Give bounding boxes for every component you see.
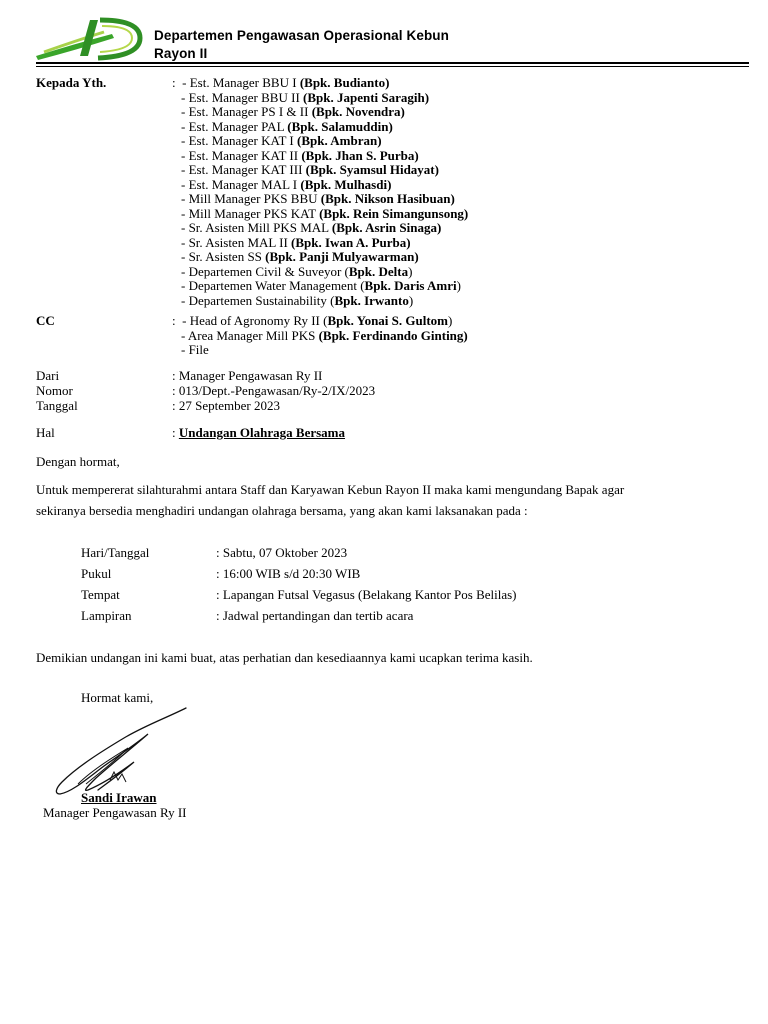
detail-label-hari: Hari/Tanggal [81, 545, 150, 560]
cc-colon: : [172, 313, 176, 328]
signatory-name: Sandi Irawan [81, 790, 157, 805]
header-rule-thick [36, 62, 749, 64]
recipient-item: - Sr. Asisten SS (Bpk. Panji Mulyawarman) [181, 249, 419, 264]
detail-value-lampiran: : Jadwal pertandingan dan tertib acara [216, 608, 414, 623]
kepada-label: Kepada Yth. [36, 75, 107, 90]
recipient-item: - Departemen Water Management (Bpk. Daris Amri) [181, 278, 461, 293]
detail-value-tempat: : Lapangan Futsal Vegasus (Belakang Kantor Pos Belilas) [216, 587, 517, 602]
cc-list [172, 314, 468, 358]
recipient-item: - Mill Manager PKS BBU (Bpk. Nikson Hasibuan) [181, 191, 455, 206]
kepada-colon: : [172, 75, 176, 90]
detail-label-pukul: Pukul [81, 566, 112, 581]
signature-scribble [48, 704, 198, 800]
detail-value-pukul: : 16:00 WIB s/d 20:30 WIB [216, 566, 361, 581]
recipient-item: - Est. Manager PAL (Bpk. Salamuddin) [181, 118, 393, 134]
recipient-item: - Departemen Sustainability (Bpk. Irwanto) [181, 292, 414, 308]
recipient-item: - Sr. Asisten MAL II (Bpk. Iwan A. Purba) [181, 234, 411, 250]
recipient-list [172, 76, 468, 308]
recipient-item: - Est. Manager KAT III (Bpk. Syamsul Hidayat) [181, 162, 439, 177]
nomor-value: : 013/Dept.-Pengawasan/Ry-2/IX/2023 [172, 383, 376, 398]
recipient-item: - Est. Manager KAT II (Bpk. Jhan S. Purba) [181, 147, 419, 163]
header-title-line2: Rayon II [154, 46, 208, 61]
salutation: Hormat kami, [81, 690, 154, 705]
detail-value-hari: : Sabtu, 07 Oktober 2023 [216, 545, 348, 560]
hal-subject: Undangan Olahraga Bersama [178, 425, 346, 440]
hal-row [172, 426, 345, 441]
header-title-line1: Departemen Pengawasan Operasional Kebun [154, 28, 449, 43]
greeting: Dengan hormat, [36, 454, 120, 469]
tanggal-label: Tanggal [36, 398, 78, 413]
header-rule-thin [36, 66, 749, 67]
recipient-item: : - Est. Manager BBU I (Bpk. Budianto) [172, 75, 390, 90]
recipient-item: - Est. Manager MAL I (Bpk. Mulhasdi) [181, 176, 392, 192]
hal-label: Hal [36, 425, 55, 440]
recipient-item: - Departemen Civil & Suveyor (Bpk. Delta) [181, 263, 413, 279]
signatory-title: Manager Pengawasan Ry II [43, 805, 187, 820]
cc-label: CC [36, 313, 55, 328]
cc-item: - Area Manager Mill PKS (Bpk. Ferdinando Ginting) [181, 327, 468, 343]
hal-colon: : [172, 425, 179, 440]
recipient-item: - Est. Manager PS I & II (Bpk. Novendra) [181, 104, 405, 119]
paragraph-line-1: Untuk mempererat silahturahmi antara Staff dan Karyawan Kebun Rayon II maka kami mengundang Bapak agar [36, 482, 625, 497]
recipient-item: - Mill Manager PKS KAT (Bpk. Rein Simangunsong) [181, 205, 469, 221]
recipient-item: - Est. Manager BBU II (Bpk. Japenti Saragih) [181, 89, 430, 105]
dari-value: : Manager Pengawasan Ry II [172, 368, 323, 383]
detail-label-tempat: Tempat [81, 587, 120, 602]
paragraph-line-2: sekiranya bersedia menghadiri undangan olahraga bersama, yang akan kami laksanakan pada : [36, 503, 528, 518]
detail-label-lampiran: Lampiran [81, 608, 132, 623]
closing-paragraph: Demikian undangan ini kami buat, atas perhatian dan kesediaannya kami ucapkan terima kasih. [36, 650, 533, 665]
dari-label: Dari [36, 368, 60, 383]
recipient-item: - Sr. Asisten Mill PKS MAL (Bpk. Asrin Sinaga) [181, 220, 442, 235]
recipient-item: - Est. Manager KAT I (Bpk. Ambran) [181, 133, 382, 148]
nomor-label: Nomor [36, 383, 73, 398]
company-logo [34, 14, 152, 62]
cc-item: : - Head of Agronomy Ry II (Bpk. Yonai S. Gultom) [172, 313, 453, 328]
tanggal-value: : 27 September 2023 [172, 398, 280, 413]
cc-item: - File [181, 342, 209, 357]
